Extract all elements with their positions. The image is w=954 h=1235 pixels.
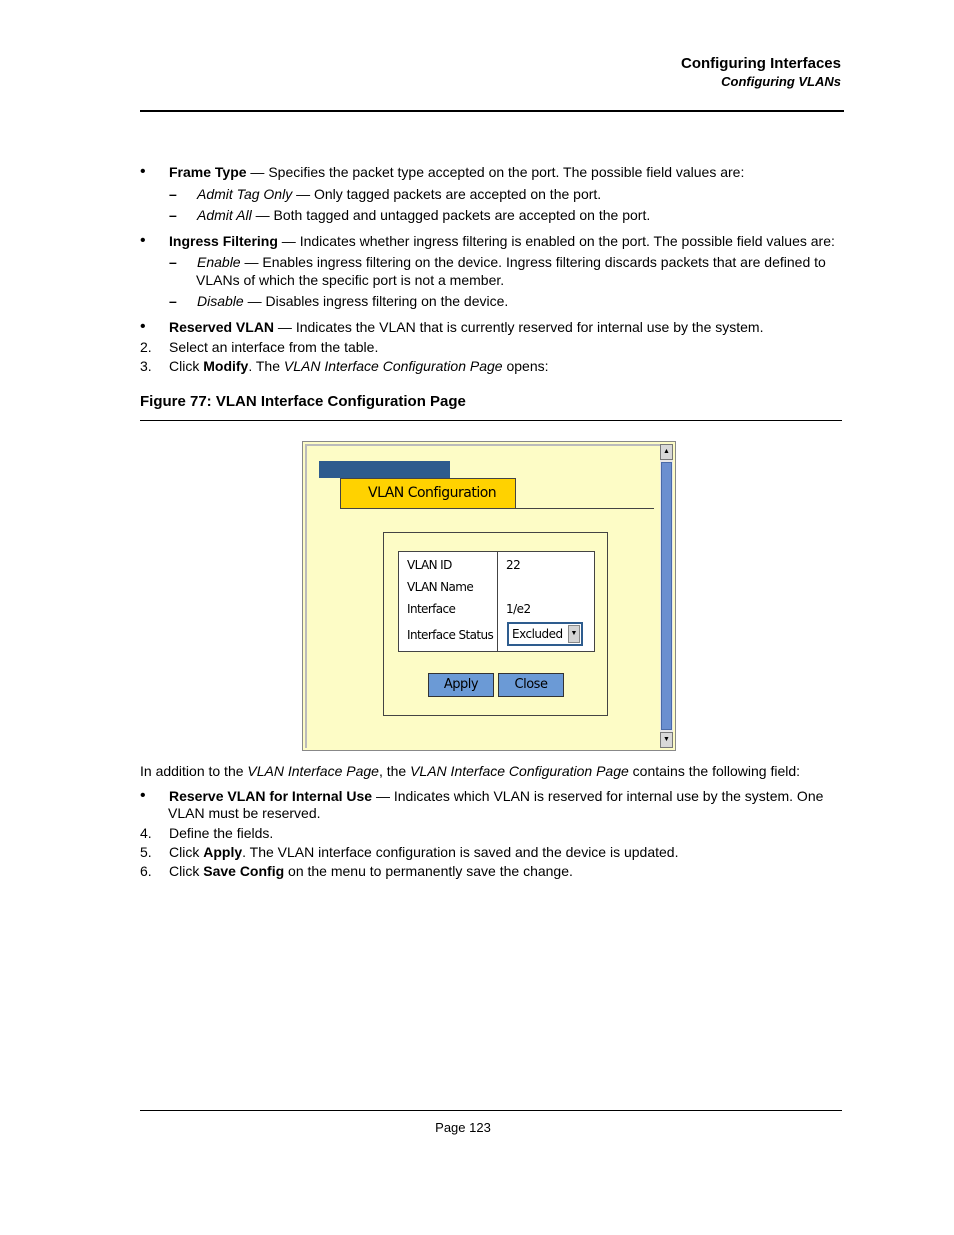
desc: — Enables ingress filtering on the device. Ingress filtering discards packets that are defined to bbox=[240, 254, 826, 270]
page-number: Page 123 bbox=[435, 1120, 491, 1135]
header-rule bbox=[140, 110, 844, 112]
step-number: 4. bbox=[140, 825, 152, 841]
dash-marker: – bbox=[169, 293, 177, 309]
term: Enable bbox=[197, 254, 241, 270]
mid: , the bbox=[378, 763, 411, 779]
post: opens: bbox=[502, 358, 549, 374]
vertical-scrollbar[interactable] bbox=[660, 444, 673, 748]
figure-rule bbox=[140, 420, 842, 421]
term: Admit Tag Only bbox=[197, 186, 293, 202]
ital2: VLAN Interface Configuration Page bbox=[410, 763, 629, 779]
figure-caption: Figure 77: VLAN Interface Configuration Page bbox=[140, 393, 466, 410]
dash-marker: – bbox=[169, 207, 177, 223]
desc: — Disables ingress filtering on the device. bbox=[243, 293, 509, 309]
post: contains the following field: bbox=[628, 763, 801, 779]
dash-marker: – bbox=[169, 186, 177, 202]
desc: — Only tagged packets are accepted on the port. bbox=[292, 186, 602, 202]
pre: Click bbox=[169, 844, 204, 860]
step-number: 3. bbox=[140, 358, 152, 374]
vlan-name-label: VLAN Name bbox=[407, 580, 474, 594]
term: Reserve VLAN for Internal Use bbox=[169, 788, 373, 804]
column-divider bbox=[497, 552, 498, 651]
scrollbar-thumb[interactable] bbox=[661, 462, 672, 730]
screenshot-frame bbox=[305, 444, 661, 748]
pre: In addition to the bbox=[140, 763, 248, 779]
term: Ingress Filtering bbox=[169, 233, 278, 249]
bullet-marker: • bbox=[140, 787, 146, 804]
vlan-id-value: 22 bbox=[506, 558, 521, 572]
dash-marker: – bbox=[169, 254, 177, 270]
bullet-marker: • bbox=[140, 232, 146, 249]
step-number: 2. bbox=[140, 339, 152, 355]
page-header-title: Configuring Interfaces bbox=[680, 55, 841, 72]
step-text: Define the fields. bbox=[169, 825, 274, 841]
chevron-down-icon[interactable]: ▼ bbox=[568, 625, 580, 643]
interface-status-select[interactable] bbox=[507, 622, 583, 646]
term: Frame Type bbox=[169, 164, 247, 180]
desc-cont: VLAN must be reserved. bbox=[168, 805, 321, 821]
interface-status-label: Interface Status bbox=[407, 628, 494, 642]
interface-status-value: Excluded bbox=[512, 627, 563, 641]
footer-rule bbox=[140, 1110, 842, 1111]
bold: Modify bbox=[203, 358, 249, 374]
ital: VLAN Interface Configuration Page bbox=[283, 358, 503, 374]
desc: — Specifies the packet type accepted on the port. The possible field values are: bbox=[246, 164, 745, 180]
desc: — Both tagged and untagged packets are accepted on the port. bbox=[251, 207, 651, 223]
apply-button[interactable]: Apply bbox=[428, 673, 494, 697]
term: Admit All bbox=[197, 207, 252, 223]
pre: Click bbox=[169, 358, 204, 374]
term: Reserved VLAN bbox=[169, 319, 275, 335]
interface-value: 1/e2 bbox=[506, 602, 531, 616]
bullet-marker: • bbox=[140, 163, 146, 180]
step-text: Select an interface from the table. bbox=[169, 339, 379, 355]
bold: Apply bbox=[203, 844, 243, 860]
ital1: VLAN Interface Page bbox=[247, 763, 379, 779]
scroll-up-icon[interactable]: ▲ bbox=[660, 444, 673, 460]
config-panel bbox=[383, 532, 608, 716]
tab-vlan-configuration[interactable]: VLAN Configuration bbox=[340, 478, 516, 509]
desc-cont: VLANs of which the specific port is not a member. bbox=[196, 272, 505, 288]
vlan-config-screenshot bbox=[302, 441, 676, 751]
step-number: 5. bbox=[140, 844, 152, 860]
mid: . The bbox=[248, 358, 284, 374]
interface-label: Interface bbox=[407, 602, 456, 616]
tab-header-bar bbox=[319, 461, 450, 478]
vlan-id-label: VLAN ID bbox=[407, 558, 452, 572]
post: . The VLAN interface configuration is saved and the device is updated. bbox=[242, 844, 679, 860]
bold: Save Config bbox=[203, 863, 285, 879]
pre: Click bbox=[169, 863, 204, 879]
desc: — Indicates which VLAN is reserved for internal use by the system. One bbox=[372, 788, 824, 804]
bullet-marker: • bbox=[140, 318, 146, 335]
term: Disable bbox=[197, 293, 244, 309]
tab-underline bbox=[516, 508, 654, 509]
post: on the menu to permanently save the change. bbox=[284, 863, 573, 879]
desc: — Indicates whether ingress filtering is enabled on the port. The possible field values are: bbox=[277, 233, 835, 249]
page-header-subtitle: Configuring VLANs bbox=[721, 74, 841, 89]
fields-table bbox=[398, 551, 595, 652]
desc: — Indicates the VLAN that is currently reserved for internal use by the system. bbox=[274, 319, 764, 335]
step-number: 6. bbox=[140, 863, 152, 879]
close-button[interactable]: Close bbox=[498, 673, 564, 697]
after-figure-paragraph bbox=[140, 762, 844, 780]
scroll-down-icon[interactable]: ▼ bbox=[660, 732, 673, 748]
